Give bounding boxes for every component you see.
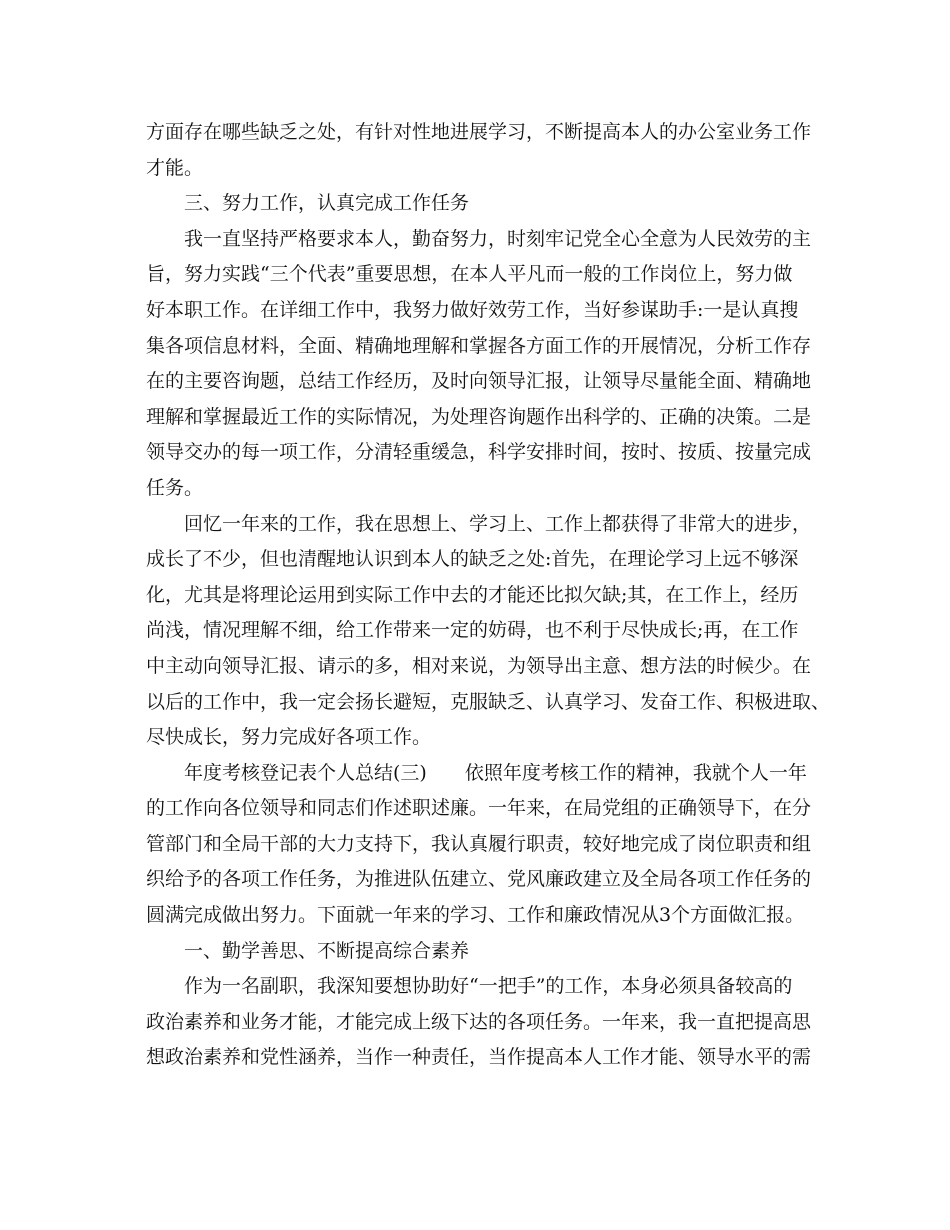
body-line: 领导交办的每一项工作，分清轻重缓急，科学安排时间，按时、按质、按量完成 [146,441,812,464]
document-body [146,115,831,1076]
body-line: 理解和掌握最近工作的实际情况，为处理咨询题作出科学的、正确的决策。二是 [146,405,812,428]
body-line: 以后的工作中，我一定会扬长避短，克服缺乏、认真学习、发奋工作、积极进取、 [146,690,831,713]
body-line: 管部门和全局干部的大力支持下，我认真履行职责，较好地完成了岗位职责和组 [146,832,812,855]
body-line: 集各项信息材料，全面、精确地理解和掌握各方面工作的开展情况，分析工作存 [146,334,812,357]
body-line: 作为一名副职，我深知要想协助好“一把手”的工作，本身必须具备较高的 [184,975,793,998]
body-line: 才能。 [146,156,204,179]
body-line: 尚浅，情况理解不细，给工作带来一定的妨碍，也不利于尽快成长;再，在工作 [146,619,799,642]
body-line: 好本职工作。在详细工作中，我努力做好效劳工作，当好参谋助手:一是认真搜 [146,298,799,321]
body-line: 回忆一年来的工作，我在思想上、学习上、工作上都获得了非常大的进步， [184,512,812,535]
body-line: 政治素养和业务才能，才能完成上级下达的各项任务。一年来，我一直把提高思 [146,1010,812,1033]
body-line: 中主动向领导汇报、请示的多，相对来说，为领导出主意、想方法的时候少。在 [146,654,812,677]
section-heading: 一、勤学善思、不断提高综合素养 [184,939,470,962]
body-line: 旨，努力实践“三个代表”重要思想，在本人平凡而一般的工作岗位上，努力做 [146,263,793,286]
body-line: 我一直坚持严格要求本人，勤奋努力，时刻牢记党全心全意为人民效劳的主 [184,227,812,250]
body-line: 方面存在哪些缺乏之处，有针对性地进展学习，不断提高本人的办公室业务工作 [146,121,812,143]
body-line: 尽快成长，努力完成好各项工作。 [146,726,432,749]
section-heading: 三、努力工作，认真完成工作任务 [184,192,470,215]
body-line: 年度考核登记表个人总结(三) 依照年度考核工作的精神，我就个人一年 [184,761,807,784]
body-line: 圆满完成做出努力。下面就一年来的学习、工作和廉政情况从3个方面做汇报。 [146,904,805,927]
body-line: 化，尤其是将理论运用到实际工作中去的才能还比拟欠缺;其，在工作上，经历 [146,583,799,606]
body-line: 任务。 [146,476,204,499]
body-line: 成长了不少，但也清醒地认识到本人的缺乏之处:首先，在理论学习上远不够深 [146,548,799,571]
body-line: 想政治素养和党性涵养，当作一种责任，当作提高本人工作才能、领导水平的需 [146,1046,812,1069]
body-line: 在的主要咨询题，总结工作经历，及时向领导汇报，让领导尽量能全面、精确地 [146,370,812,393]
body-line: 织给予的各项工作任务，为推进队伍建立、党风廉政建立及全局各项工作任务的 [146,868,812,891]
body-line: 的工作向各位领导和同志们作述职述廉。一年来，在局党组的正确领导下，在分 [146,797,812,820]
